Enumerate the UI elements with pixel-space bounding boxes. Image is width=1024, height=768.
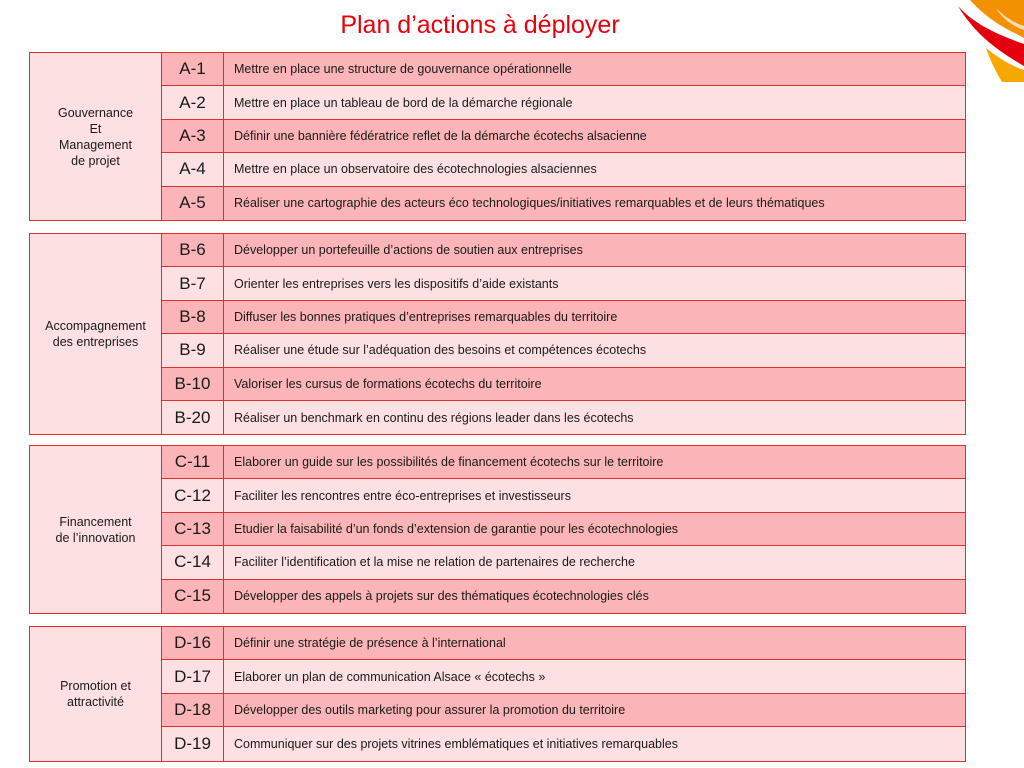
table-row: [162, 368, 965, 401]
action-description: Développer un portefeuille d’actions de soutien aux entreprises: [234, 243, 583, 258]
action-description: Communiquer sur des projets vitrines emblématiques et initiatives remarquables: [234, 736, 678, 751]
action-description: Etudier la faisabilité d’un fonds d’extension de garantie pour les écotechnologies: [234, 521, 679, 536]
action-description: Orienter les entreprises vers les dispositifs d’aide existants: [234, 276, 559, 291]
action-description: Elaborer un guide sur les possibilités de financement écotechs sur le territoire: [234, 455, 664, 470]
table-row: [162, 120, 965, 153]
action-code: D-16: [162, 627, 224, 659]
action-description: Définir une bannière fédératrice reflet de la démarche écotechs alsacienne: [234, 128, 647, 143]
table-row: [162, 267, 965, 300]
table-row: [162, 301, 965, 334]
action-code: C-13: [162, 513, 224, 545]
action-description: Mettre en place un observatoire des écotechnologies alsaciennes: [234, 162, 597, 177]
action-code: A-4: [162, 153, 224, 185]
table-row: [162, 694, 965, 727]
action-description: Elaborer un plan de communication Alsace « écotechs »: [234, 669, 546, 684]
action-code: B-9: [162, 334, 224, 366]
table-row: [162, 513, 965, 546]
action-code: A-2: [162, 86, 224, 118]
table-row: [162, 187, 965, 220]
table-row: [162, 86, 965, 119]
action-description: Développer des appels à projets sur des thématiques écotechnologies clés: [234, 589, 649, 604]
table-row: [162, 479, 965, 512]
action-code: D-19: [162, 727, 224, 760]
action-description: Définir une stratégie de présence à l’international: [234, 636, 506, 651]
action-code: B-10: [162, 368, 224, 400]
page-title: Plan d’actions à déployer: [340, 11, 620, 39]
table-row: [162, 627, 965, 660]
action-code: B-20: [162, 401, 224, 434]
action-code: D-18: [162, 694, 224, 726]
action-description: Réaliser un benchmark en continu des régions leader dans les écotechs: [234, 410, 634, 425]
action-code: C-14: [162, 546, 224, 578]
action-code: C-15: [162, 580, 224, 613]
action-description: Valoriser les cursus de formations écotechs du territoire: [234, 376, 542, 391]
action-code: A-3: [162, 120, 224, 152]
table-row: [162, 234, 965, 267]
action-code: C-12: [162, 479, 224, 511]
table-row: [162, 53, 965, 86]
action-code: C-11: [162, 446, 224, 478]
action-description: Mettre en place un tableau de bord de la démarche régionale: [234, 95, 573, 110]
group-block: [29, 52, 966, 221]
group-label: Accompagnement des entreprises: [30, 234, 162, 434]
group-block: [29, 233, 966, 435]
action-code: D-17: [162, 660, 224, 692]
table-row: [162, 153, 965, 186]
table-row: [162, 660, 965, 693]
action-code: A-5: [162, 187, 224, 220]
action-description: Faciliter les rencontres entre éco-entreprises et investisseurs: [234, 488, 571, 503]
table-row: [162, 727, 965, 760]
table-row: [162, 334, 965, 367]
action-code: B-8: [162, 301, 224, 333]
group-block: [29, 626, 966, 762]
group-block: [29, 445, 966, 614]
action-code: B-6: [162, 234, 224, 266]
action-description: Faciliter l’identification et la mise ne relation de partenaires de recherche: [234, 555, 635, 570]
group-label: Financement de l’innovation: [30, 446, 162, 613]
action-code: A-1: [162, 53, 224, 85]
action-description: Diffuser les bonnes pratiques d’entreprises remarquables du territoire: [234, 309, 618, 324]
table-row: [162, 446, 965, 479]
group-label: Gouvernance Et Management de projet: [30, 53, 162, 220]
table-row: [162, 401, 965, 434]
action-code: B-7: [162, 267, 224, 299]
table-row: [162, 546, 965, 579]
action-description: Réaliser une cartographie des acteurs éco technologiques/initiatives remarquables et de leurs thématiques: [234, 196, 825, 211]
table-row: [162, 580, 965, 613]
action-description: Mettre en place une structure de gouvernance opérationnelle: [234, 62, 572, 77]
group-label: Promotion et attractivité: [30, 627, 162, 761]
action-description: Réaliser une étude sur l’adéquation des besoins et compétences écotechs: [234, 343, 647, 358]
action-description: Développer des outils marketing pour assurer la promotion du territoire: [234, 702, 626, 717]
